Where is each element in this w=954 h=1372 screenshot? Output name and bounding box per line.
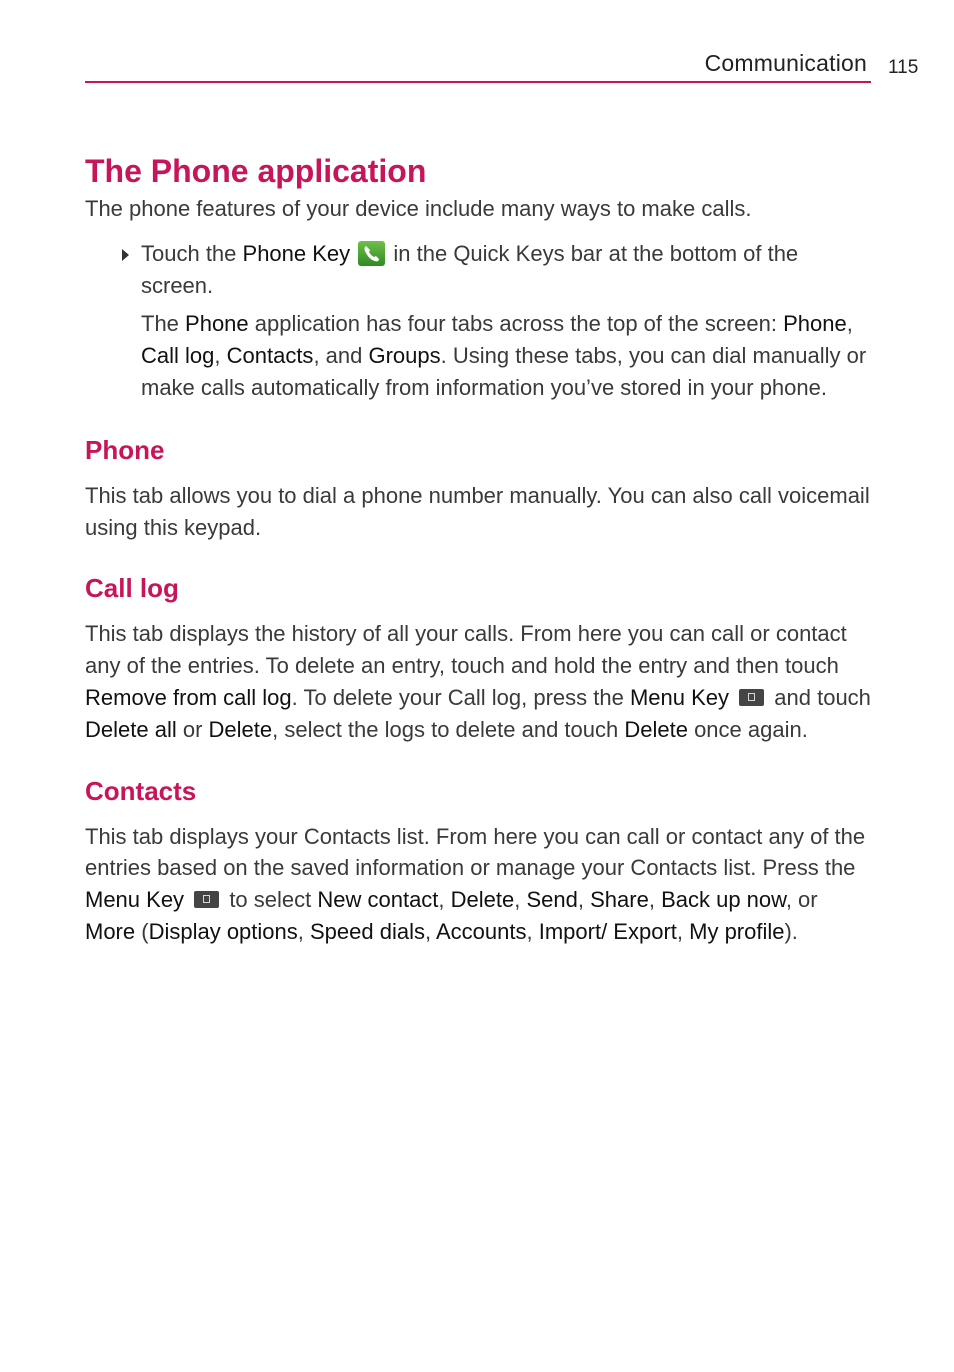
menu-key-label: Menu Key [629,684,730,710]
menu-key-label: Menu Key [85,887,185,913]
page-title: The Phone application [85,153,427,189]
menu-key-icon [194,891,219,908]
phone-key-icon [358,241,385,266]
header-rule [85,81,871,83]
tab-phone-label: Phone [783,311,847,337]
phone-heading: Phone [85,434,165,465]
page-header [85,48,871,84]
tabs-paragraph: The Phone application has four tabs across the top of the screen: Phone, Call log, Contacts, and Groups. Using these tabs, you can dial manually or make calls automatically from information you’ve stored in your phone. [141,311,867,400]
bullet-item [141,238,871,404]
page-number: 115 [888,57,919,78]
page-content [85,150,871,948]
phone-key-label: Phone Key [242,240,351,266]
call-log-body: This tab displays the history of all your calls. From here you can call or contact any of the entries. To delete an entry, touch and hold the entry and then touch Remove from call log. To delete your Call log, press the Menu Key and touch Delete all or Delete, select the logs to delete and touch Delete once again. [85,621,871,742]
tab-call-log-label: Call log [141,343,215,369]
phone-body: This tab allows you to dial a phone number manually. You can also call voicemail using this keypad. [85,482,870,540]
menu-key-icon [739,689,764,706]
section-title: Communication [704,50,867,76]
bullet-arrow-icon [122,249,129,261]
tab-contacts-label: Contacts [226,343,314,369]
contacts-body: This tab displays your Contacts list. From here you can call or contact any of the entries based on the saved information or manage your Contacts list. Press the Menu Key to select New contact, Delete, Send, Share, Back up now, or More (Display options, Speed dials, Accounts, Import/ Export, My profile). [85,823,866,944]
intro-text: The phone features of your device include many ways to make calls. [85,196,752,221]
call-log-heading: Call log [85,573,179,604]
contacts-heading: Contacts [85,775,197,806]
bullet-text: Touch the Phone Key in the Quick Keys bar at the bottom of the screen. [141,240,799,298]
tab-groups-label: Groups [368,343,441,369]
